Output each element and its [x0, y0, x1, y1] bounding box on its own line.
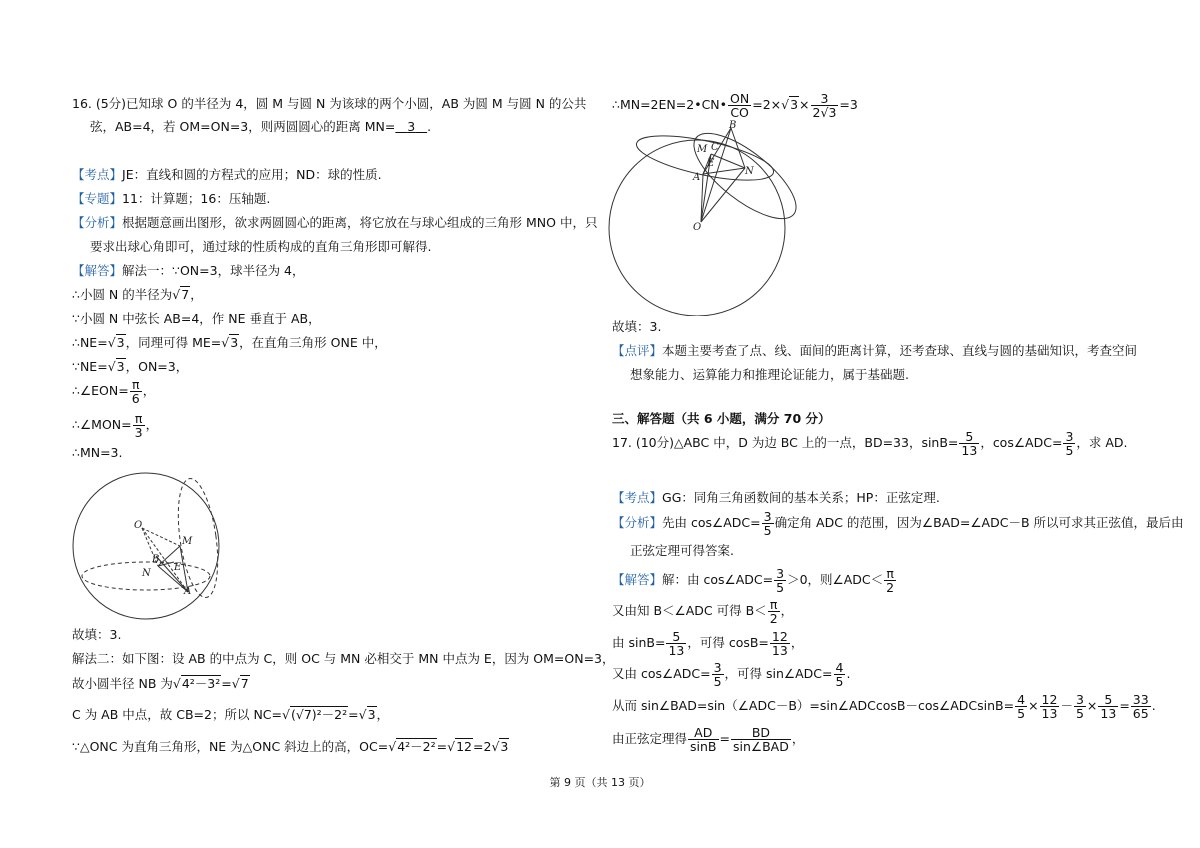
fig2-label-c: C: [711, 142, 719, 153]
step-b-range: 又由知 B＜∠ADC 可得 B＜ $\frac{\pi}{2}$ ，: [612, 597, 794, 626]
fig2-label-o: O: [693, 222, 702, 233]
step-mon: ∴∠MON= $\frac{\pi}{3}$ ，: [72, 411, 159, 440]
method2-line2: 故小圆半径 NB 为√4²－3²=√7: [72, 676, 249, 691]
fenxi: 【分析】根据题意画出图形，欲求两圆圆心的距离，将它放在与球心组成的三角形 MNO 中，只: [72, 215, 598, 230]
fenxi-2-cont: 正弦定理可得答案.: [630, 543, 734, 558]
fig1-label-o: O: [134, 520, 143, 531]
step-sin-adc: 又由 cos∠ADC= $\frac{3}{5}$ ，可得 sin∠ADC= $\frac{4}{5}$ .: [612, 660, 851, 689]
q16-answer: 3: [407, 119, 416, 134]
kaodian-2: 【考点】GG：同角三角函数间的基本关系；HP：正弦定理.: [612, 490, 940, 505]
step-chord: ∵小圆 N 中弦长 AB=4，作 NE 垂直于 AB，: [72, 311, 321, 326]
fig2-label-b: B: [729, 120, 737, 131]
jieda-2: 【解答】解：由 cos∠ADC= $\frac{3}{5}$ ＞0，则∠ADC＜ $\frac{\pi}{2}$: [612, 566, 895, 595]
zhuanti: 【专题】11：计算题；16：压轴题.: [72, 191, 271, 206]
fenxi-cont: 要求出球心角即可，通过球的性质构成的直角三角形即可解得.: [90, 239, 432, 254]
section-heading-3: 三、解答题（共 6 小题，满分 70 分）: [612, 411, 831, 426]
dianping: 【点评】本题主要考查了点、线、面间的距离计算，还考查球、直线与圆的基础知识，考查空间: [612, 343, 1138, 358]
method2-line1: 解法二：如下图：设 AB 的中点为 C，则 OC 与 MN 必相交于 MN 中点为 E，因为 OM=ON=3，: [72, 651, 615, 666]
fig1-label-a: A: [184, 586, 192, 597]
step-radius: ∴小圆 N 的半径为√7，: [72, 287, 203, 302]
step-ne: ∴NE=√3，同理可得 ME=√3，在直角三角形 ONE 中，: [72, 335, 387, 350]
method2-line3: C 为 AB 中点，故 CB=2；所以 NC=√(√7)²－2²=√3，: [72, 707, 390, 722]
fig2-label-m: M: [697, 144, 708, 155]
jieda: 【解答】解法一：∵ON=3，球半径为 4，: [72, 263, 305, 278]
fig1-label-e: E: [174, 562, 182, 573]
sphere-figure-1: [68, 468, 228, 626]
kaodian: 【考点】JE：直线和圆的方程式的应用；ND：球的性质.: [72, 167, 382, 182]
method2-line4: ∵△ONC 为直角三角形，NE 为△ONC 斜边上的高，OC=√4²－2²=√12=2√3: [72, 739, 509, 754]
step-ne-on: ∵NE=√3，ON=3，: [72, 359, 189, 374]
fig1-label-n: N: [142, 568, 151, 579]
fig2-label-a: A: [693, 172, 701, 183]
q16-line1: 16. (5分)已知球 O 的半径为 4，圆 M 与圆 N 为该球的两个小圆，AB 为圆 M 与圆 N 的公共: [72, 96, 587, 111]
step-mn: ∴MN=3.: [72, 445, 123, 460]
fenxi-2: 【分析】先由 cos∠ADC= $\frac{3}{5}$ 确定角 ADC 的范围，因为∠BAD=∠ADC－B 所以可求其正弦值，最后由: [612, 509, 1184, 538]
dianping-cont: 想象能力、运算能力和推理论证能力，属于基础题.: [630, 367, 909, 382]
fill-answer-1: 故填：3.: [72, 627, 122, 642]
step-sin-bad: 从而 sin∠BAD=sin（∠ADC－B）=sin∠ADCcosB－cos∠ADCsinB= $\frac{4}{5}$ × $\frac{12}{13}$ － $\frac{3}{5}$ × $\frac{5}{13}$ = $\frac{33}{65}$ .: [612, 692, 1156, 721]
fill-answer-2: 故填：3.: [612, 319, 662, 334]
step-sine-law: 由正弦定理得 $\frac{AD}{\sin B}$ = $\frac{BD}{\text{sin∠BAD}}$ ，: [612, 725, 805, 754]
sphere-figure-2: [605, 116, 810, 316]
step-cosb: 由 sinB= $\frac{5}{13}$ ，可得 cosB= $\frac{12}{13}$ ，: [612, 629, 804, 658]
fig1-label-b: B: [152, 554, 160, 565]
q17: 17. (10分)△ABC 中，D 为边 BC 上的一点，BD=33，sinB= $\frac{5}{13}$ ，cos∠ADC= $\frac{3}{5}$ ，求 AD.: [612, 429, 1128, 458]
mn-formula: ∴MN=2EN=2•CN• $\frac{ON}{CO}$ =2×√3× $\frac{3}{2√3}$ =3: [612, 91, 858, 120]
q16-line2: 弦，AB=4，若 OM=ON=3，则两圆圆心的距离 MN= 3 .: [90, 119, 432, 134]
page-footer: 第 9 页（共 13 页）: [549, 776, 651, 789]
fig2-label-n: N: [745, 166, 754, 177]
small-circle-m-2: [633, 127, 777, 189]
fig1-label-m: M: [182, 536, 193, 547]
step-eon: ∴∠EON= $\frac{\pi}{6}$ ，: [72, 377, 156, 406]
sphere-outline: [73, 473, 219, 619]
fig2-label-e: E: [707, 158, 715, 169]
